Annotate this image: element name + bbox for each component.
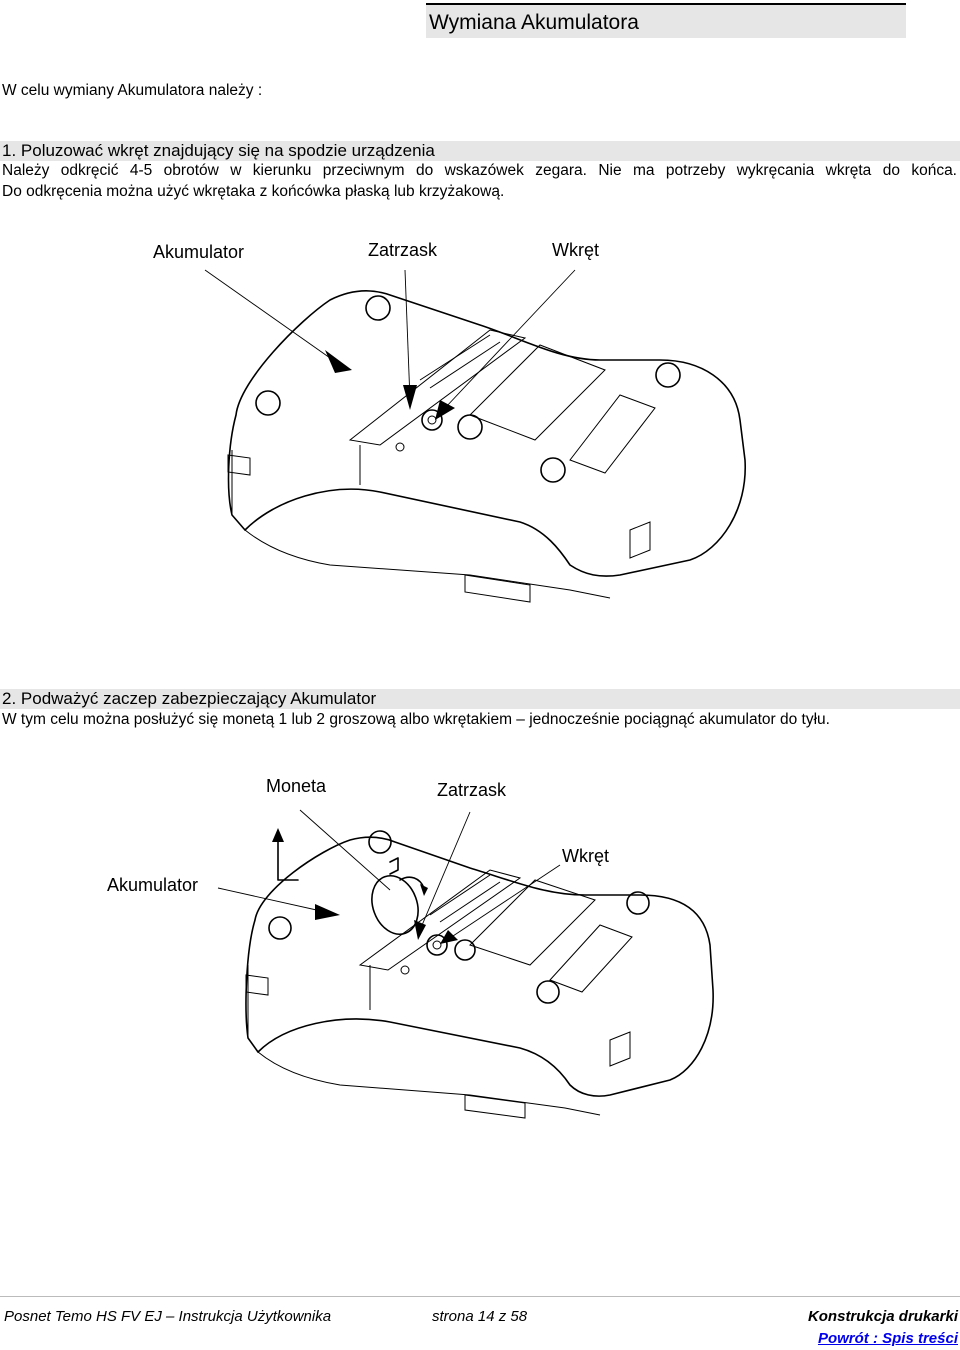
- foot-2d: [537, 981, 559, 1003]
- screw-head-1: [428, 416, 436, 424]
- figure-2-printer-bottom: [0, 770, 960, 1140]
- label-window-2a: [470, 880, 595, 965]
- side-slot-1: [228, 455, 250, 475]
- right-clip-1: [630, 522, 650, 558]
- intro-text: W celu wymiany Akumulatora należy :: [2, 82, 263, 99]
- footer-doc-title: Posnet Temo HS FV EJ – Instrukcja Użytkownika: [4, 1308, 332, 1325]
- step-2-heading: 2. Podważyć zaczep zabezpieczający Akumulator: [2, 689, 377, 708]
- pointer-latch-1-head: [403, 385, 417, 410]
- pointer-battery-1-head: [325, 350, 352, 373]
- foot-2b: [269, 917, 291, 939]
- pointer-coin: [300, 810, 390, 890]
- rotate-arrow-head: [420, 884, 428, 896]
- step-2-heading-bar: [0, 689, 960, 709]
- printer-side-2: [248, 965, 370, 1038]
- pointer-latch-2-head: [414, 920, 426, 940]
- back-to-toc-link[interactable]: Powrót : Spis treści: [817, 1330, 958, 1347]
- step-1-heading-bar: [0, 141, 960, 161]
- label-window-2b: [550, 925, 632, 992]
- step-2-line-1: W tym celu można posłużyć się monetą 1 lub 2 groszową albo wkrętakiem – jednocześnie pociągnąć akumulator do tyłu.: [2, 711, 830, 728]
- footer-page-number: strona 14 z 58: [432, 1308, 528, 1325]
- pointer-screw-1-head: [435, 400, 455, 420]
- foot-1c: [656, 363, 680, 387]
- pointer-latch-2: [420, 812, 470, 930]
- printer-side-1: [232, 445, 360, 515]
- pointer-battery-2-head: [315, 904, 340, 920]
- figure-2-label-coin: Moneta: [266, 776, 327, 796]
- latch-1: [458, 415, 482, 439]
- pointer-battery-2: [218, 888, 330, 913]
- figure-1-label-battery: Akumulator: [153, 242, 245, 262]
- foot-1b: [256, 391, 280, 415]
- step-1-line-2: Do odkręcenia można użyć wkrętaka z końcówka płaską lub krzyżakową.: [2, 183, 505, 200]
- page-title-bar: [426, 3, 906, 38]
- pull-arrow-head: [272, 828, 284, 842]
- figure-2-label-battery: Akumulator: [107, 875, 199, 895]
- battery-ribs-1: [420, 335, 500, 388]
- step-1-heading: 1. Poluzować wkręt znajdujący się na spodzie urządzenia: [2, 141, 435, 160]
- side-slot-2: [246, 975, 268, 995]
- printer-outline-1: [229, 291, 746, 576]
- pointer-latch-1: [405, 270, 410, 400]
- pull-arrow: [278, 838, 298, 880]
- label-window-1b: [570, 395, 655, 473]
- latch-2: [455, 940, 475, 960]
- foot-1d: [541, 458, 565, 482]
- foot-1a: [366, 296, 390, 320]
- page-title: Wymiana Akumulatora: [429, 11, 639, 34]
- hole-1: [396, 443, 404, 451]
- rotate-arrow: [400, 877, 424, 888]
- hole-2: [401, 966, 409, 974]
- footer-divider: [0, 1296, 960, 1297]
- figure-2-drawing: [0, 770, 960, 1140]
- figure-1-printer-bottom: [0, 230, 960, 630]
- right-clip-2: [610, 1032, 630, 1066]
- printer-outline-2: [246, 837, 713, 1096]
- pointer-screw-2: [450, 865, 560, 938]
- footer-section: Konstrukcja drukarki: [807, 1308, 958, 1325]
- figure-1-label-screw: Wkręt: [552, 240, 599, 260]
- pointer-battery-1: [205, 270, 340, 365]
- figure-1-label-latch: Zatrzask: [368, 240, 438, 260]
- foot-2a: [369, 831, 391, 853]
- figure-2-label-latch: Zatrzask: [437, 780, 507, 800]
- rotate-mark: [390, 858, 398, 874]
- printer-lower-edge-1: [245, 530, 610, 598]
- step-1-line-1: Należy odkręcić 4-5 obrotów w kierunku przeciwnym do wskazówek zegara. Nie ma potrzeby wykręcania wkręta do końca.: [2, 162, 957, 179]
- screw-head-2: [433, 941, 441, 949]
- pointer-screw-1: [445, 270, 575, 408]
- figure-2-label-screw: Wkręt: [562, 846, 609, 866]
- figure-1-drawing: [0, 230, 960, 630]
